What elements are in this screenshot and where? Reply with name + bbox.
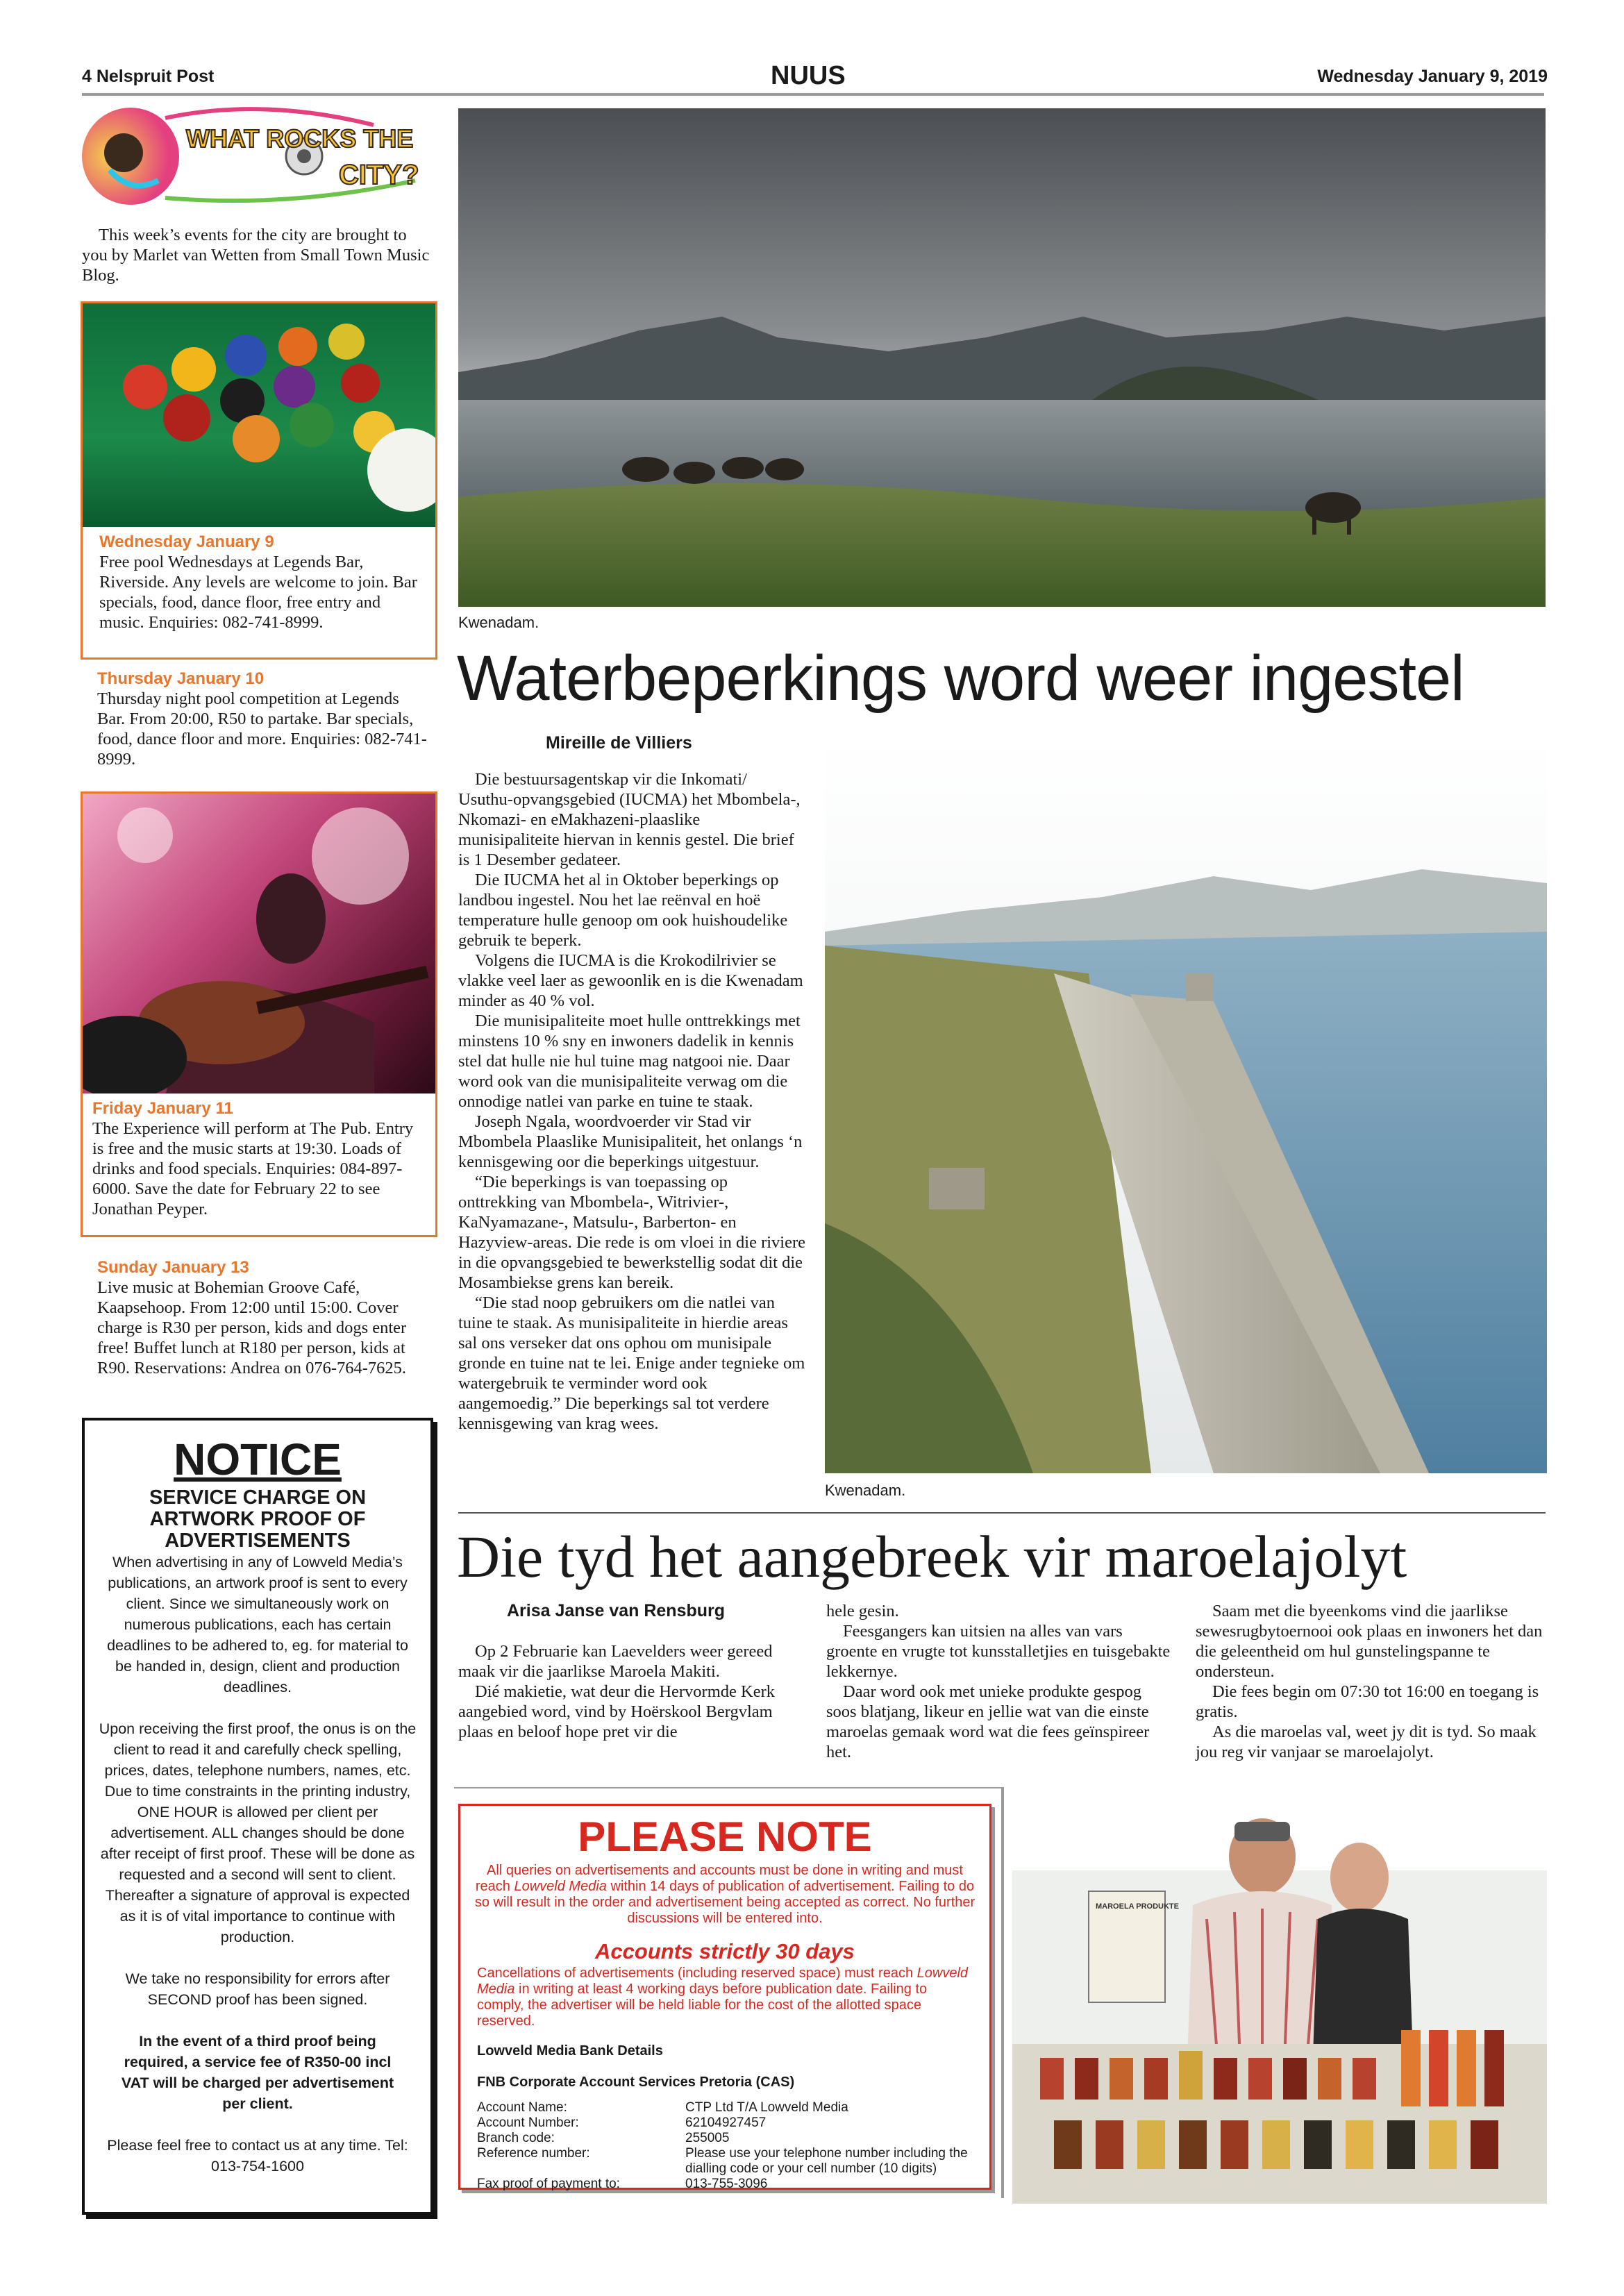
accounts-heading: Accounts strictly 30 days [595, 1939, 855, 1963]
event-date: Wednesday January 9 [99, 533, 274, 551]
article-paragraph: Dié makietie, wat deur die Hervormde Kerk aangebied word, vind by Hoërskool Bergvlam plaas en beloof hope pret vir die [458, 1682, 775, 1741]
article-paragraph: Die bestuursagentskap vir die Inkomati/ Usuthu-opvangsgebied (IUCMA) het Mbombela-, Nkomazi- en eMakhazeni-plaaslike munisipaliteite hiervan in kennis gestel. Die brief is 1 Desember gedateer. [458, 770, 801, 869]
event-text: Live music at Bohemian Groove Café, Kaapsehoop. From 12:00 until 15:00. Cover charge is R30 per person, kids and dogs enter free! Buffet lunch at R180 per person, kids at R90. Reservations: Andrea on 076-764-7625. [97, 1278, 407, 1377]
stall-sign-text: MAROELA PRODUKTE [1096, 1902, 1179, 1911]
svg-text:CITY?: CITY? [339, 160, 419, 190]
article-paragraph: Feesgangers kan uitsien na alles van vars groente en vrugte tot kunsstalletjies en tuisgebakte lekkernye. [826, 1622, 1171, 1681]
please-note-cancellations: Cancellations of advertisements (including reserved space) must reach Lowveld Media in writing at least 4 working days before publication date. Failing to comply, the advertiser will be held liable for the cost of the allotted space reserved. [477, 1966, 969, 2029]
article-paragraph: “Die beperkings is van toepassing op onttrekking van Mbombela-, Witrivier-, KaNyamazane-, Matsulu-, Barberton- en Hazyview-areas. Die rede is om vloei in die riviere in die opvangsgebied te bewerkstellig sodat dit die Mosambiekse grens kan bereik. [458, 1173, 806, 1292]
notice-subtitle: SERVICE CHARGE ON ARTWORK PROOF OF ADVERTISEMENTS [149, 1486, 367, 1552]
header-rule [82, 93, 1544, 96]
guitarist-photo [83, 794, 435, 1093]
pool-photo [83, 303, 435, 527]
article-paragraph: Saam met die byeenkoms vind die jaarlikse sewesrugbytoernooi ook plaas en inwoners het dan die geleentheid om hul gunstelingspanne te ondersteun. [1196, 1602, 1543, 1681]
svg-text:WHAT ROCKS THE: WHAT ROCKS THE [186, 124, 414, 153]
event-date: Friday January 11 [92, 1099, 233, 1118]
bank-heading: Lowveld Media Bank Details [477, 2043, 663, 2059]
bank-row: Account Name: CTP Ltd T/A Lowveld Media [477, 2100, 848, 2115]
notice-paragraph: Upon receiving the first proof, the onus is on the client to read it and carefully check spelling, prices, dates, telephone numbers, names, etc. Due to time constraints in the printing industry, ONE HOUR is allowed per client per advertisement. ALL changes should be done after receipt of first proof. These will be done as requested and a second will sent to client. Thereafter a signature of approval is expected as it is of vital importance to continue with production. [99, 1720, 417, 1945]
bank-row: Reference number: Please use your telephone number including the dialling code or your cell number (10 digits) [477, 2146, 968, 2176]
bank-name: FNB Corporate Account Services Pretoria (CAS) [477, 2075, 795, 2090]
please-note-box [458, 1804, 991, 2190]
please-note-queries: All queries on advertisements and accounts must be done in writing and must reach Lowveld Media within 14 days of publication of advertisement. Failing to do so will result in the order and advertisement being accepted as correct. No further discussions will be entered into. [474, 1863, 976, 1926]
photo-caption: Kwenadam. [458, 614, 539, 631]
event-box-music [81, 791, 437, 1237]
event-date: Thursday January 10 [97, 669, 265, 688]
event-text: Free pool Wednesdays at Legends Bar, Riverside. Any levels are welcome to join. Bar specials, food, dance floor, free entry and music. Enquiries: 082-741-8999. [99, 553, 417, 632]
article-paragraph: Joseph Ngala, woordvoerder vir Stad vir Mbombela Plaaslike Munisipaliteit, het onlangs ‘n kennisgewing oor die beperkings uitgestuur. [458, 1112, 803, 1171]
notice-paragraph: When advertising in any of Lowveld Media’s publications, an artwork proof is sent to every client. Since we simultaneously work on numerous publications, each has certain deadlines to be adhered to, eg. for material to be handed in, design, client and production deadlines. [107, 1554, 408, 1695]
event-text: The Experience will perform at The Pub. Entry is free and the music starts at 19:30. Loads of drinks and food specials. Enquiries: 084-897-6000. Save the date for February 22 to see Jonathan Peyper. [92, 1119, 414, 1218]
photo-caption: Kwenadam. [825, 1482, 906, 1499]
article-column-3 [1196, 1601, 1546, 1762]
events-intro: This week’s events for the city are brought to you by Marlet van Wetten from Small Town Music Blog. [82, 226, 430, 285]
article-byline: Mireille de Villiers [546, 733, 692, 753]
article-divider [458, 1512, 1546, 1514]
bank-details [460, 2100, 989, 2192]
what-rocks-logo [82, 104, 429, 208]
article-paragraph: As die maroelas val, weet jy dit is tyd. So maak jou reg vir vanjaar se maroelajolyt. [1196, 1723, 1537, 1761]
article-headline: Die tyd het aangebreek vir maroelajolyt [457, 1523, 1407, 1590]
article-paragraph: Die IUCMA het al in Oktober beperkings op landbou ingestel. Nou het lae reënval en hoë temperature hulle genoop om ook huishoudelike gebruik te beperk. [458, 871, 788, 950]
article-paragraph: Op 2 Februarie kan Laevelders weer gereed maak vir die jaarlikse Maroela Makiti. [458, 1642, 773, 1681]
bank-row: Branch code: 255005 [477, 2131, 730, 2145]
notice-fee: In the event of a third proof being required, a service fee of R350-00 incl VAT will be charged per advertisement per client. [121, 2033, 394, 2112]
kwena-landscape-photo [458, 108, 1546, 607]
article-headline: Waterbeperkings word weer ingestel [457, 643, 1464, 714]
maroela-stall-photo [1012, 1794, 1547, 2204]
article-paragraph: Daar word ook met unieke produkte gespog soos blatjang, likeur en jellie wat van die einste maroelas gemaak word wat die fees geïnspireer het. [826, 1682, 1150, 1761]
notice-box [82, 1418, 433, 2215]
article-paragraph: Die fees begin om 07:30 tot 16:00 en toegang is gratis. [1196, 1682, 1539, 1721]
page-date: Wednesday January 9, 2019 [1317, 67, 1548, 86]
page-folio: 4 Nelspruit Post [82, 67, 215, 86]
article-byline: Arisa Janse van Rensburg [507, 1601, 726, 1620]
article-paragraph: “Die stad noop gebruikers om die natlei van tuine te staak. As munisipaliteite in hierdie areas sal ons verseker dat ons ophou om munisipale gronde en tuine nat te lei. Enige ander tegnieke om watergebruik te verminder word ook aangemoedig.” Die beperkings sal tot verdere kennisgewing van krag wees. [458, 1293, 805, 1433]
article-paragraph: Volgens die IUCMA is die Krokodilrivier se vlakke veel laer as gewoonlik en is die Kwenadam minder as 40 % vol. [458, 951, 803, 1010]
please-note-title: PLEASE NOTE [578, 1813, 872, 1860]
notice-title: NOTICE [174, 1434, 342, 1484]
section-title: NUUS [771, 61, 846, 90]
event-text: Thursday night pool competition at Legends Bar. From 20:00, R50 to partake. Bar specials, food, dance floor and more. Enquiries: 082-741-8999. [97, 689, 427, 769]
event-date: Sunday January 13 [97, 1258, 249, 1277]
event-sunday [97, 1258, 430, 1378]
kwena-dam-wall-photo [825, 737, 1547, 1473]
article-body [458, 769, 805, 1434]
bank-row: Account Number: 62104927457 [477, 2115, 767, 2130]
event-thursday [97, 669, 430, 769]
article-paragraph: Die munisipaliteite moet hulle onttrekkings met minstens 10 % sny en inwoners dadelik in kennis stel dat hulle nie hul tuine mag natgooi nie. Daar word ook van die munisipaliteite verwag om die onnodige natlei van parke en tuine te staak. [458, 1012, 801, 1111]
event-box-pool [81, 301, 437, 660]
bank-row: Fax proof of payment to: 013-755-3096 [477, 2177, 768, 2191]
notice-contact: Please feel free to contact us at any time. Tel: 013-754-1600 [107, 2137, 408, 2175]
article-column-1 [458, 1641, 798, 1742]
article-paragraph: hele gesin. [826, 1602, 899, 1620]
article-column-2 [826, 1601, 1173, 1762]
notice-paragraph: We take no responsibility for errors after SECOND proof has been signed. [125, 1970, 390, 2008]
